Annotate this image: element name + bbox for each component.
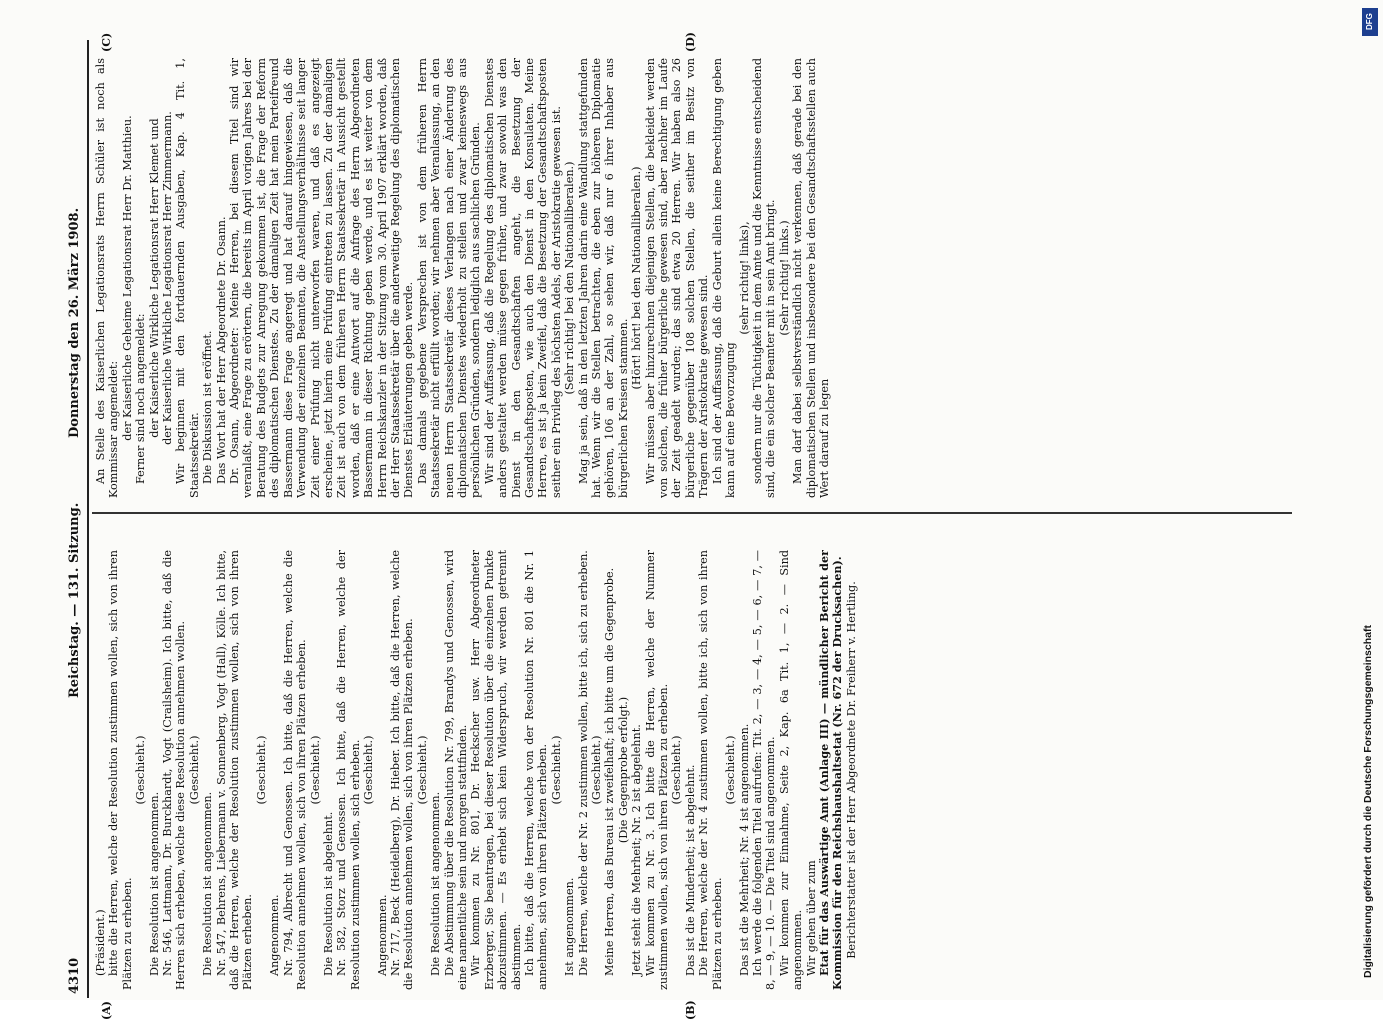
paragraph: Wir beginnen mit den fortdauernden Ausgaben, Kap. 4 Tit. 1, Staatssekretär.	[174, 58, 201, 498]
paragraph: (Geschieht.)	[415, 735, 429, 805]
margin-mark-a: (A)	[100, 1001, 113, 1020]
paragraph: (Geschieht.)	[670, 735, 684, 805]
paragraph: (Hört! hört! bei den Nationalliberalen.)	[630, 166, 644, 390]
paragraph: Wir kommen zur Einnahme, Seite 2, Kap. 6a Tit. 1, — 2. — Sind angenommen.	[777, 550, 805, 990]
paragraph: Berichterstatter ist der Herr Abgeordnete Dr. Freiherr v. Hertling.	[844, 581, 858, 959]
paragraph: An Stelle des Kaiserlichen Legationsrats Herrn Schüler ist noch als Kommissar angemeldet:	[94, 58, 121, 498]
margin-mark-b: (B)	[684, 1000, 697, 1020]
paragraph: Die Resolution ist angenommen.	[429, 791, 443, 976]
margin-mark-c: (C)	[100, 32, 113, 52]
paragraph: bitte die Herren, welche der Resolution zustimmen wollen, sich von ihren Plätzen zu erheben.	[107, 550, 134, 990]
paragraph: Nr. 794, Albrecht und Genossen. Ich bitte, daß die Herren, welche die Resolution annehmen wollen, sich von ihren Plätzen erheben.	[281, 550, 309, 990]
paragraph: Ich bitte, daß die Herren, welche von der Resolution Nr. 801 die Nr. 1 annehmen, sich von ihren Plätzen erheben.	[523, 550, 550, 990]
paragraph: (Geschieht.)	[308, 735, 322, 805]
left-text-column	[94, 550, 1344, 990]
paragraph: Das ist die Mehrheit; Nr. 4 ist angenommen.	[737, 723, 751, 976]
margin-mark-d: (D)	[684, 32, 697, 52]
paragraph: Die Herren, welche der Nr. 2 zustimmen wollen, bitte ich, sich zu erheben.	[576, 550, 590, 976]
paragraph: Wir kommen zu Nr. 3. Ich bitte die Herren, welche der Nummer zustimmen wollen, sich von ihren Plätzen zu erheben.	[643, 550, 671, 990]
paragraph: Das damals gegebene Versprechen ist von dem früheren Herrn Staatssekretär nicht erfüllt worden; wir nehmen aber Veranlassung, an den neuen Herrn Staatssekretär dieses Verlangen nach einer Änderung des diplomatischen Dienstes wiederholt zu stellen und zwar keineswegs aus persönlichen Gründen, sondern lediglich aus sachlichen Gründen.	[415, 58, 483, 498]
rotated-text-frame	[64, 32, 1354, 1020]
paragraph: (Die Gegenprobe erfolgt.)	[616, 696, 630, 844]
paragraph: Nr. 717, Beck (Heidelberg), Dr. Hieber. Ich bitte, daß die Herren, welche die Resolution annehmen wollen, sich von ihren Plätzen erheben.	[388, 550, 416, 990]
paragraph: Die Resolution ist angenommen.	[201, 791, 215, 976]
paragraph: Das ist die Minderheit; ist abgelehnt.	[683, 764, 697, 976]
paragraph: (Geschieht.)	[134, 735, 148, 805]
column-divider	[92, 513, 1292, 515]
paragraph: (Geschieht.)	[724, 735, 738, 805]
paragraph: (Geschieht.)	[187, 735, 201, 805]
paragraph: Nr. 546, Lattmann, Dr. Burckhardt, Vogt (Crailsheim). Ich bitte, daß die Herren sich erheben, welche diese Resolution annehmen wollen.	[161, 550, 188, 990]
paragraph: Jetzt steht die Mehrheit; Nr. 2 ist abgelehnt.	[630, 724, 644, 976]
paragraph: Angenommen.	[268, 894, 282, 976]
paragraph: Die Abstimmung über die Resolution Nr. 799, Brandys und Genossen, wird eine namentliche sein und morgen stattfinden.	[442, 550, 469, 990]
funding-note	[1355, 18, 1381, 978]
paragraph: der Kaiserliche Geheime Legationsrat Herr Dr. Matthieu.	[120, 115, 134, 441]
header-session: Reichstag. — 131. Sitzung.	[67, 502, 82, 698]
paragraph: (sehr richtig! links),	[737, 221, 751, 335]
paragraph: Die Diskussion ist eröffnet.	[201, 330, 215, 484]
paragraph: Ferner sind noch angemeldet:	[134, 313, 148, 484]
paragraph: Dr. Osann, Abgeordneter: Meine Herren, bei diesem Titel sind wir veranlaßt, eine Frage zu erörtern, die bereits im April vorigen Jahres bei der Beratung des Budgets zur Anregung gekommen ist, die Frage der Reform des diplomatischen Dienstes. Zu der damaligen Zeit hat mein Parteifreund Bassermann diese Frage angeregt und hat darauf hingewiesen, daß die Verwendung der einzelnen Beamten, die Anstellungsverhältnisse seit langer Zeit einer Prüfung nicht unterworfen waren, und daß es angezeigt erscheine, jetzt hierin eine Prüfung eintreten zu lassen. Zu der damaligen Zeit ist auch von dem früheren Herrn Staatssekretär in Aussicht gestellt worden, daß er eine Antwort auf die Anfrage des Herrn Abgeordneten Bassermann in dieser Richtung geben werde, und es ist weiter von dem Herrn Reichskanzler in der Sitzung vom 30. April 1907 erklärt worden, daß der Herr Staatssekretär über die anderweitige Regelung des diplomatischen Dienstes Erläuterungen geben werde.	[228, 58, 416, 498]
paragraph: Nr. 547, Behrens, Liebermann v. Sonnenberg, Vogt (Hall), Kölle. Ich bitte, daß die Herren, welche der Resolution zustimmen wollen, sich von ihren Plätzen erheben.	[214, 550, 255, 990]
header-rule	[87, 40, 89, 998]
paragraph: der Kaiserliche Wirkliche Legationsrat Herr Zimmermann.	[161, 111, 175, 445]
paragraph: der Kaiserliche Wirkliche Legationsrat Herr Klemet und	[147, 118, 161, 438]
paragraph: Nr. 582, Storz und Genossen. Ich bitte, daß die Herren, welche der Resolution zustimmen wollen, sich erheben.	[335, 550, 362, 990]
header-date: Donnerstag den 26. März 1908.	[67, 207, 82, 438]
paragraph: Etat für das Auswärtige Amt (Anlage III) — mündlicher Bericht der Kommission für den Reichshaushaltsetat (Nr. 672 der Drucksachen).	[816, 550, 845, 990]
page-number: 4310	[67, 957, 82, 994]
paragraph: (Geschieht.)	[362, 735, 376, 805]
paragraph: Man darf dabei selbstverständlich nicht verkennen, daß gerade bei den diplomatischen Stellen und insbesondere bei den Gesandtschaftsstellen auch Wert darauf zu legen	[791, 58, 831, 498]
paragraph: Ich sind der Auffassung, daß die Geburt allein keine Berechtigung geben kann auf eine Bevorzugung	[710, 58, 738, 498]
paragraph: (Sehr richtig! bei den Nationalliberalen.)	[563, 161, 577, 395]
paragraph: Die Resolution ist abgelehnt.	[321, 811, 335, 976]
paragraph: Die Herren, welche der Nr. 4 zustimmen wollen, bitte ich, sich von ihren Plätzen zu erheben.	[697, 550, 724, 990]
paragraph: Ist angenommen.	[563, 877, 577, 976]
paragraph: Wir gehen über zum	[804, 860, 818, 976]
paragraph: Mag ja sein, daß in den letzten Jahren darin eine Wandlung stattgefunden hat. Wenn wir die Stellen betrachten, die eben zur höheren Diplomatie gehören, 106 an der Zahl, so sehen wir, daß nur 6 ihrer Inhaber aus bürgerlichen Kreisen stammen.	[576, 58, 630, 498]
paragraph: Wir sind der Auffassung, daß die Regelung des diplomatischen Dienstes anders gestaltet werden müsse gegen früher, und zwar sowohl was den Dienst in den Gesandtschaften angeht, die Besetzung der Gesandtschaftsposten, wie auch den Dienst in den Konsulaten. Meine Herren, es ist ja kein Zweifel, daß die Besetzung der Gesandtschaftsposten seither ein Privileg des höchsten Adels, der Aristokratie gewesen ist.	[482, 58, 563, 498]
paragraph: Angenommen.	[375, 894, 389, 976]
paragraph: Das Wort hat der Herr Abgeordnete Dr. Osann.	[214, 216, 228, 484]
right-text-column	[94, 58, 1344, 498]
paragraph: (Geschieht.)	[590, 735, 604, 805]
paragraph: (Präsident.)	[94, 909, 107, 976]
paragraph: Ich werde die folgenden Titel aufrufen: Tit. 2, — 3, — 4, — 5, — 6, — 7, — 8, — 9, — 10. — Die Titel sind angenommen.	[750, 550, 778, 990]
paragraph: Meine Herren, das Bureau ist zweifelhaft; ich bitte um die Gegenprobe.	[603, 567, 617, 976]
paragraph: Wir kommen zu Nr. 801, Dr. Heckscher usw. Herr Abgeordneter Erzberger, Sie beantragen, bei dieser Resolution über die einzelnen Punkte abzustimmen. — Es erhebt sich kein Widerspruch, wir werden getrennt abstimmen.	[469, 550, 523, 990]
paragraph: (Sehr richtig! links.)	[777, 220, 791, 336]
dfg-logo: DFG	[1362, 8, 1378, 36]
funding-note-text: Digitalisierung gefördert durch die Deutsche Forschungsgemeinschaft	[1362, 625, 1374, 978]
paragraph: (Geschieht.)	[549, 735, 563, 805]
paragraph: sondern nur die Tüchtigkeit in dem Amte und die Kenntnisse entscheidend sind, die ein solcher Beamter mit in sein Amt bringt.	[750, 58, 778, 498]
paragraph: (Geschieht.)	[254, 735, 268, 805]
paragraph: Wir müssen aber hinzurechnen diejenigen Stellen, die bekleidet werden von solchen, die früher bürgerliche gewesen sind, aber nachher im Laufe der Zeit geadelt wurden; das sind etwa 20 Herren. Wir haben also 26 bürgerliche gegenüber 108 solchen Stellen, die seither im Besitz von Trägern der Aristokratie gewesen sind.	[643, 58, 711, 498]
page-header	[64, 40, 86, 998]
paragraph: Die Resolution ist angenommen.	[147, 791, 161, 976]
